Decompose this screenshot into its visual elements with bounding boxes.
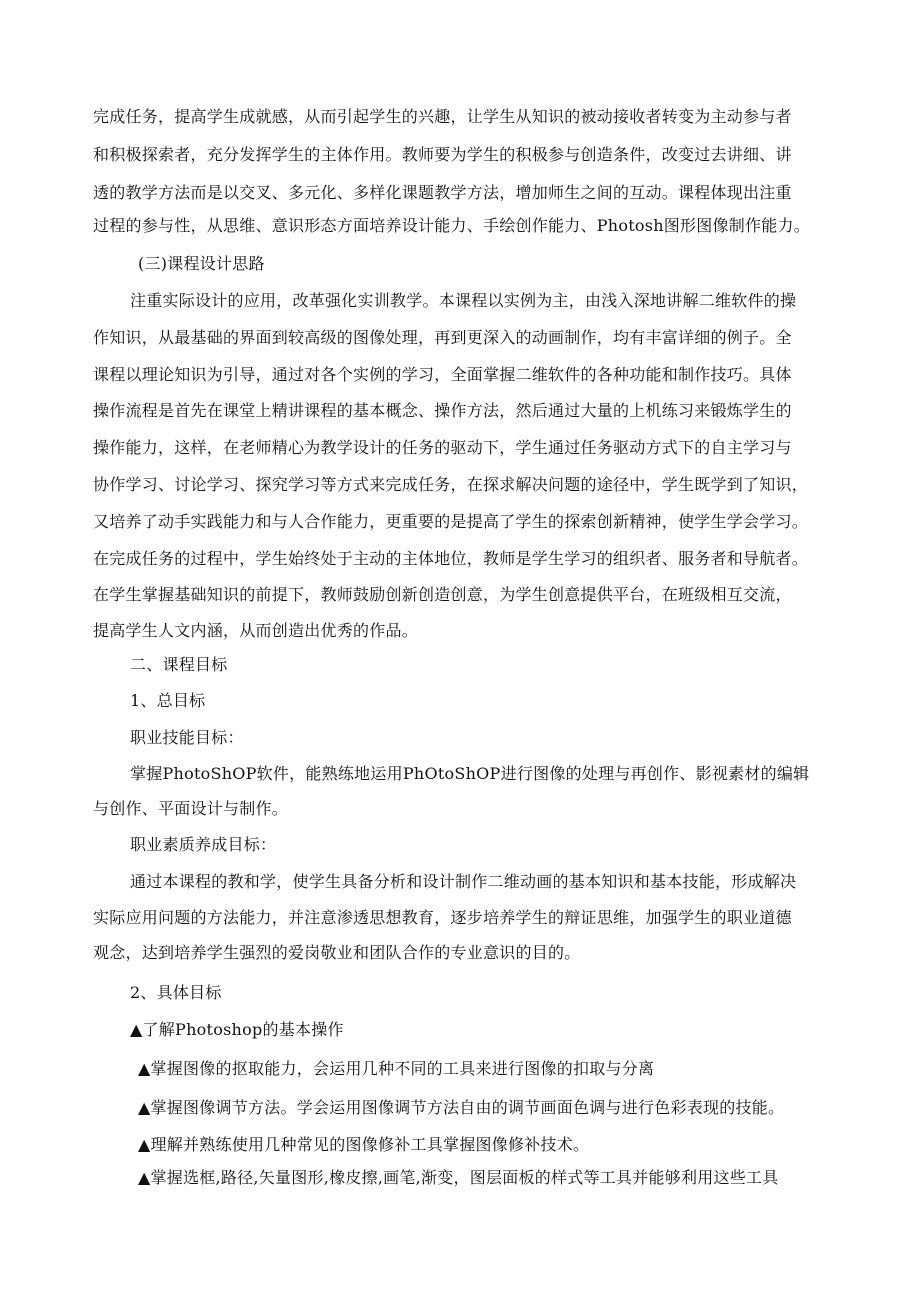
bullet-item: ▲掌握图像调节方法。学会运用图像调节方法自由的调节画面色调与进行色彩表现的技能。: [138, 1098, 785, 1117]
chapter-heading: 二、课程目标: [130, 655, 228, 674]
paragraph-line: 观念，达到培养学生强烈的爱岗敬业和团队合作的专业意识的目的。: [93, 943, 581, 962]
subsection-label: 职业技能目标：: [130, 728, 244, 747]
paragraph-line: 在完成任务的过程中，学生始终处于主动的主体地位，教师是学生学习的组织者、服务者和导航者。: [93, 549, 809, 568]
paragraph-line: 完成任务，提高学生成就感，从而引起学生的兴趣，让学生从知识的被动接收者转变为主动参与者: [93, 107, 792, 126]
subsection-heading: 1、总目标: [130, 691, 206, 710]
paragraph-line: 作知识，从最基础的界面到较高级的图像处理，再到更深入的动画制作，均有丰富详细的例子。全: [93, 328, 792, 347]
paragraph-line: 透的教学方法而是以交叉、多元化、多样化课题教学方法，增加师生之间的互动。课程体现出注重: [93, 183, 792, 202]
paragraph-line: 掌握PhotoShOP软件，能熟练地运用PhOtoShOP进行图像的处理与再创作、影视素材的编辑: [130, 764, 810, 783]
subsection-heading: 2、具体目标: [130, 983, 222, 1002]
paragraph-line: 操作流程是首先在课堂上精讲课程的基本概念、操作方法，然后通过大量的上机练习来锻炼学生的: [93, 401, 792, 420]
bullet-item: ▲了解Photoshop的基本操作: [130, 1020, 344, 1039]
paragraph-line: 实际应用问题的方法能力，并注意渗透思想教育，逐步培养学生的辩证思维，加强学生的职业道德: [93, 908, 792, 927]
paragraph-line: 和积极探索者，充分发挥学生的主体作用。教师要为学生的积极参与创造条件，改变过去讲细、讲: [93, 145, 792, 164]
paragraph-line: 过程的参与性，从思维、意识形态方面培养设计能力、手绘创作能力、Photosh图形图像制作能力。: [93, 216, 811, 235]
paragraph-line: 提高学生人文内涵，从而创造出优秀的作品。: [93, 621, 419, 640]
bullet-item: ▲掌握选框,路径,矢量图形,橡皮擦,画笔,渐变，图层面板的样式等工具并能够利用这些工具: [138, 1168, 779, 1187]
paragraph-line: 注重实际设计的应用，改革强化实训教学。本课程以实例为主，由浅入深地讲解二维软件的操: [130, 291, 797, 310]
paragraph-line: 在学生掌握基础知识的前提下，教师鼓励创新创造创意，为学生创意提供平台，在班级相互交流，: [93, 585, 792, 604]
subsection-label: 职业素质养成目标：: [130, 835, 277, 854]
bullet-item: ▲理解并熟练使用几种常见的图像修补工具掌握图像修补技术。: [138, 1135, 590, 1154]
bullet-item: ▲掌握图像的抠取能力，会运用几种不同的工具来进行图像的扣取与分离: [138, 1059, 655, 1078]
section-heading: (三)课程设计思路: [138, 254, 265, 273]
paragraph-line: 与创作、平面设计与制作。: [93, 799, 289, 818]
paragraph-line: 课程以理论知识为引导，通过对各个实例的学习，全面掌握二维软件的各种功能和制作技巧。具体: [93, 365, 792, 384]
paragraph-line: 又培养了动手实践能力和与人合作能力，更重要的是提高了学生的探索创新精神，使学生学会学习。: [93, 512, 809, 531]
paragraph-line: 协作学习、讨论学习、探究学习等方式来完成任务，在探求解决问题的途径中，学生既学到了知识，: [93, 475, 809, 494]
paragraph-line: 操作能力，这样，在老师精心为教学设计的任务的驱动下，学生通过任务驱动方式下的自主学习与: [93, 438, 792, 457]
paragraph-line: 通过本课程的教和学，使学生具备分析和设计制作二维动画的基本知识和基本技能，形成解决: [130, 872, 797, 891]
